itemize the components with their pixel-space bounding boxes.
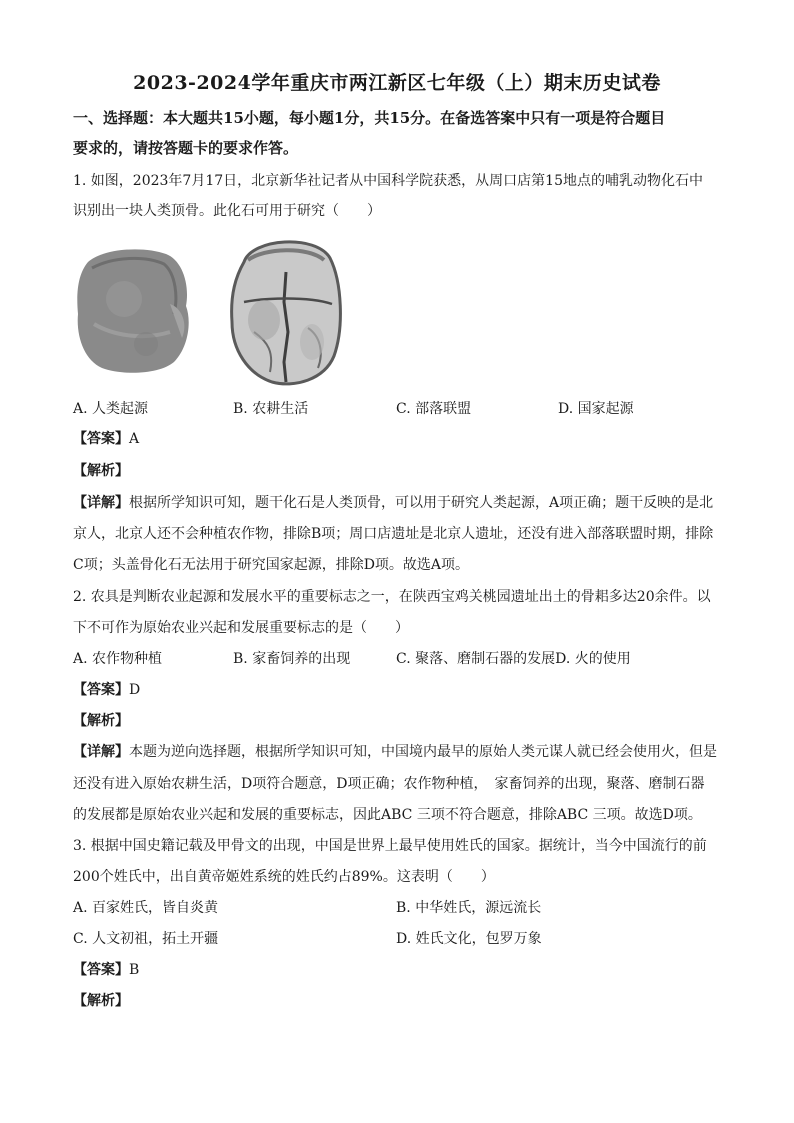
detail-tag: 【详解】 (73, 744, 129, 760)
detail-text: 根据所学知识可知，题干化石是人类顶骨，可以用于研究人类起源，A项正确；题干反映的是北 (129, 495, 714, 511)
q1-stem-line1: 1. 如图，2023年7月17日，北京新华社记者从中国科学院获悉，从周口店第15地点的哺乳动物化石中 (73, 173, 703, 189)
q1-option-a: A. 人类起源 (73, 401, 149, 417)
detail-text: 本题为逆向选择题，根据所学知识可知，中国境内最早的原始人类元谋人就已经会使用火，但是 (129, 744, 717, 760)
q2-answer (73, 680, 721, 700)
q2-stem-line1: 2. 农具是判断农业起源和发展水平的重要标志之一，在陕西宝鸡关桃园遗址出土的骨耜多达20余件。以 (73, 589, 711, 605)
q2-detail-line3: 的发展都是原始农业兴起和发展的重要标志，因此ABC 三项不符合题意，排除ABC 三项。故选D项。 (73, 807, 702, 823)
page-title: 2023-2024学年重庆市两江新区七年级（上）期末历史试卷 (133, 72, 661, 94)
q3-option-a: A. 百家姓氏，皆自炎黄 (73, 900, 219, 916)
q1-detail-line1 (73, 493, 721, 513)
q3-analysis-tag: 【解析】 (73, 993, 129, 1009)
section-heading-line1: 一、选择题：本大题共15小题，每小题1分，共15分。在备选答案中只有一项是符合题目 (73, 109, 666, 127)
answer-tag: 【答案】 (73, 682, 129, 698)
answer-value: D (129, 682, 141, 698)
answer-tag: 【答案】 (73, 431, 129, 447)
q2-option-b: B. 家畜饲养的出现 (233, 651, 351, 667)
answer-value: A (129, 431, 140, 447)
q1-option-b: B. 农耕生活 (233, 401, 309, 417)
q3-option-b: B. 中华姓氏，源远流长 (396, 900, 542, 916)
skull-fragment-image (74, 244, 192, 376)
q1-detail-line3: C项；头盖骨化石无法用于研究国家起源，排除D项。故选A项。 (73, 557, 470, 573)
q2-detail-line2: 还没有进入原始农耕生活，D项符合题意，D项正确；农作物种植， 家畜饲养的出现，聚落、磨制石器 (73, 776, 705, 792)
q2-option-cd: C. 聚落、磨制石器的发展D. 火的使用 (396, 651, 631, 667)
section-heading-line2: 要求的，请按答题卡的要求作答。 (73, 139, 299, 157)
answer-tag: 【答案】 (73, 962, 129, 978)
q3-option-d: D. 姓氏文化，包罗万象 (396, 931, 542, 947)
q1-analysis-tag: 【解析】 (73, 463, 129, 479)
detail-tag: 【详解】 (73, 495, 129, 511)
q1-option-c: C. 部落联盟 (396, 401, 472, 417)
answer-value: B (129, 962, 140, 978)
q2-detail-line1 (73, 742, 721, 762)
q1-stem-line2: 识别出一块人类顶骨。此化石可用于研究（ ） (73, 203, 381, 219)
q1-detail-line2: 京人，北京人还不会种植农作物，排除B项；周口店遗址是北京人遗址，还没有进入部落联盟时期，排除 (73, 526, 714, 542)
q2-option-a: A. 农作物种植 (73, 651, 163, 667)
q2-analysis-tag: 【解析】 (73, 713, 129, 729)
q2-stem-line2: 下不可作为原始农业兴起和发展重要标志的是（ ） (73, 620, 409, 636)
q3-answer (73, 960, 721, 980)
q3-stem-line1: 3. 根据中国史籍记载及甲骨文的出现，中国是世界上最早使用姓氏的国家。据统计，当今中国流行的前 (73, 838, 707, 854)
q1-answer (73, 429, 721, 449)
q3-stem-line2: 200个姓氏中，出自黄帝姬姓系统的姓氏约占89%。这表明（ ） (73, 869, 495, 885)
q1-option-d: D. 国家起源 (558, 401, 634, 417)
skull-cap-image (224, 232, 348, 390)
q3-option-c: C. 人文初祖，拓土开疆 (73, 931, 219, 947)
